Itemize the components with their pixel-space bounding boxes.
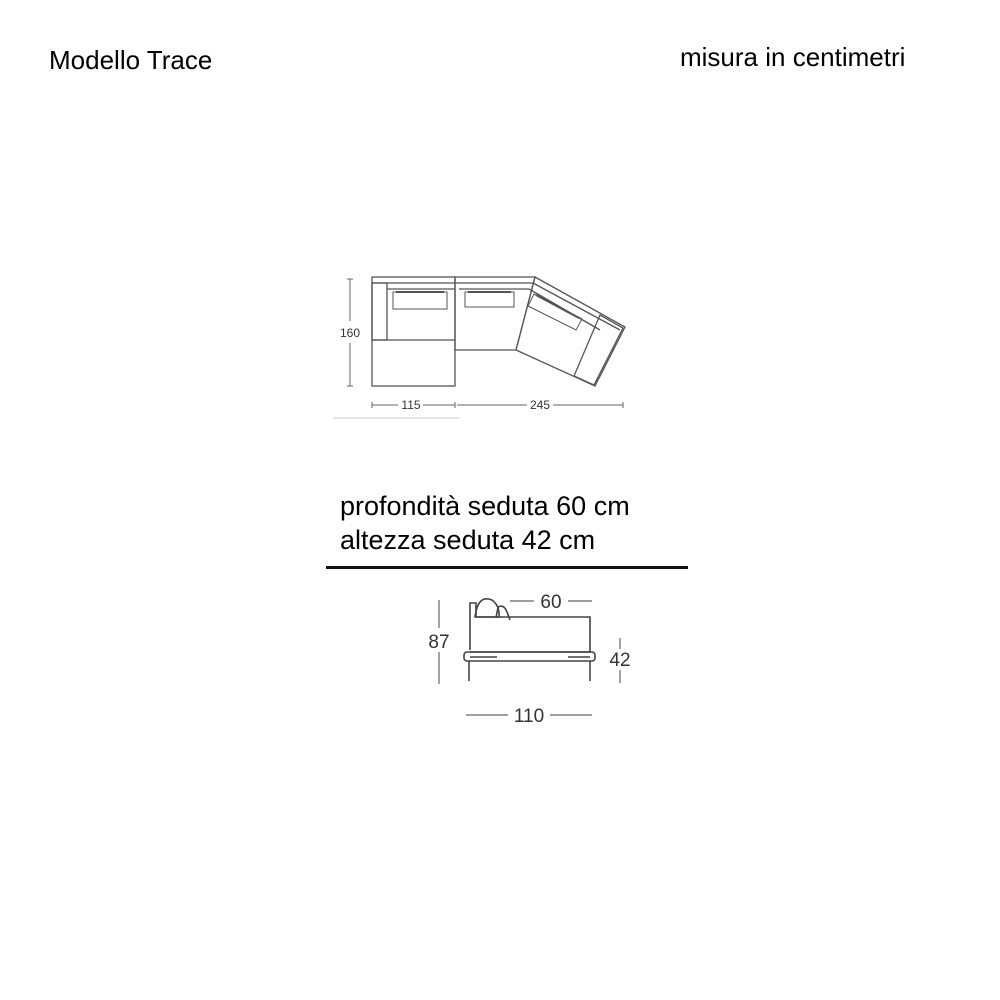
angled-cushion bbox=[528, 294, 582, 330]
plan-depth-label: 160 bbox=[339, 326, 361, 340]
model-title: Modello Trace bbox=[49, 45, 213, 75]
angled-module bbox=[516, 277, 625, 386]
side-seat-depth-label: 60 bbox=[540, 592, 562, 613]
side-total-height-label: 87 bbox=[428, 632, 450, 653]
plan-corner-width-label: 245 bbox=[529, 398, 551, 412]
seat-depth-spec: profondità seduta 60 cm bbox=[340, 491, 630, 521]
divider-rule bbox=[326, 566, 688, 569]
side-seat-height-label: 42 bbox=[609, 650, 631, 671]
chaise-cushion bbox=[393, 292, 447, 309]
middle-module bbox=[455, 277, 535, 350]
chaise-armrest bbox=[372, 283, 387, 340]
side-total-depth-label: 110 bbox=[513, 706, 545, 727]
seat-height-spec: altezza seduta 42 cm bbox=[340, 525, 596, 555]
side-back-cushion bbox=[475, 599, 499, 617]
middle-cushion bbox=[465, 292, 514, 307]
chaise-module bbox=[372, 277, 455, 386]
sofa-plan-view bbox=[330, 265, 630, 425]
unit-note: misura in centimetri bbox=[680, 42, 906, 72]
plan-chaise-width-label: 115 bbox=[401, 398, 421, 412]
side-backrest bbox=[470, 603, 476, 650]
side-seat bbox=[470, 617, 590, 652]
sofa-side-view bbox=[420, 585, 640, 730]
side-small-cushion bbox=[496, 606, 510, 620]
